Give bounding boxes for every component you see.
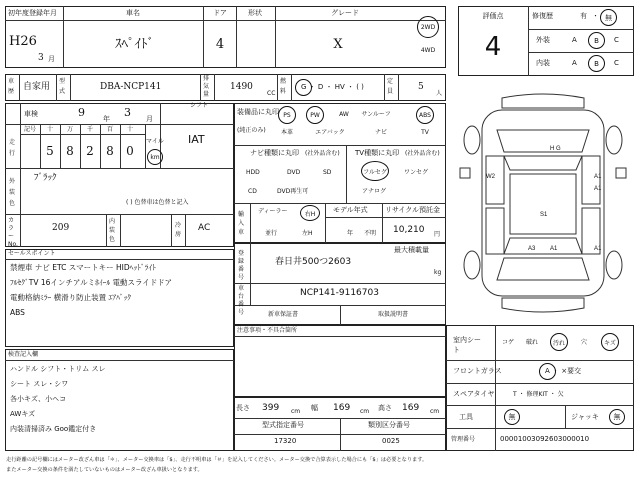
mileage-digit-label: 記号 xyxy=(23,126,37,133)
car-trunk xyxy=(497,258,589,280)
car-rear-glass xyxy=(504,238,582,254)
car-mirror-right xyxy=(616,168,626,178)
length-label: 長さ xyxy=(236,404,250,412)
repair-none: 無 xyxy=(605,13,612,22)
registration-label: 登録番号 xyxy=(238,250,245,281)
inspection-month-unit: 月 xyxy=(146,115,153,123)
inspector-line-3: 各小キズ、小ヘコ xyxy=(10,395,67,403)
tv-oneseg: ワンセグ xyxy=(404,169,429,176)
tv-fullseg: フルセグ xyxy=(363,168,387,176)
car-wheel-fr xyxy=(606,126,622,154)
jack-none: 無 xyxy=(613,413,621,421)
car-damage-diagram xyxy=(452,90,634,320)
height-unit: cm xyxy=(430,408,440,415)
equipment-option: ナビ xyxy=(374,129,388,136)
color-value: ﾌﾞﾗｯｸ xyxy=(34,173,57,183)
first-reg-month: 3 xyxy=(38,53,44,63)
car-wheel-rr xyxy=(606,251,622,279)
car-front-bumper xyxy=(502,94,584,108)
interior-grade-c: C xyxy=(614,59,619,67)
width-unit: cm xyxy=(360,408,370,415)
tools-none-circle xyxy=(504,409,520,425)
recycle-label: リサイクル預託金 xyxy=(385,206,441,214)
jack-label: ジャッキ xyxy=(571,413,599,421)
fuel-selected-circle xyxy=(295,79,312,96)
registration-value: 春日井500つ2603 xyxy=(275,257,352,267)
spare-label: スペアタイヤ xyxy=(453,390,495,398)
name-label: 車名 xyxy=(126,9,140,17)
interior-grade-b-circle xyxy=(588,55,605,72)
model-year-label: モデル年式 xyxy=(333,206,368,214)
max-load-label: 最大積載量 xyxy=(394,246,429,254)
left-hand: 左H xyxy=(302,230,313,237)
mileage-digit-label: 千 xyxy=(86,126,94,133)
car-left-front-door xyxy=(486,156,504,204)
recycle-unit: 円 xyxy=(434,231,441,238)
nav-dvd: DVD xyxy=(287,169,301,176)
inspector-line-5: 内装清掃済み Goo鑑定付き xyxy=(10,425,97,433)
sales-point-line-2: ﾌﾙｾｸﾞTV 16インチアルミﾎｲｰﾙ 電動スライドドア xyxy=(10,278,173,287)
recycle-value: 10,210 xyxy=(393,225,425,235)
score-label: 評価点 xyxy=(482,12,504,20)
damage-label-h: H xyxy=(550,146,555,152)
km-circle xyxy=(147,149,163,165)
drive-2wd-circle xyxy=(417,16,439,38)
inspection-year-unit: 年 xyxy=(103,115,110,123)
chassis-value: NCP141-9116703 xyxy=(300,288,379,298)
equipment-option: サンルーフ xyxy=(361,111,391,118)
exterior-label: 外装 xyxy=(536,36,550,44)
interior-opt-yogore-circle xyxy=(550,333,568,351)
first-reg-era-year: H26 xyxy=(9,34,37,49)
right-hand: 右H xyxy=(304,210,316,218)
sales-point-line-3: 電動格納ﾐﾗｰ 横滑り防止装置 ｴｱﾊﾞｯｸ xyxy=(10,293,132,302)
glass-options: A ・ ×要交 xyxy=(545,367,582,375)
mileage-digit: 8 xyxy=(66,144,74,158)
import-parallel: 並行 xyxy=(265,230,278,237)
interior-seat-label: 室内シート xyxy=(453,336,481,354)
damage-label-w2: W2 xyxy=(486,174,495,180)
inspection-month: 3 xyxy=(124,106,131,119)
max-load-unit: kg xyxy=(434,269,442,276)
width-value: 169 xyxy=(333,403,351,413)
nav-cd: CD xyxy=(248,188,257,195)
car-left-rear-door xyxy=(486,208,504,254)
interior-opt-kizu: キズ xyxy=(604,339,616,347)
interior-opt-koge: コゲ xyxy=(502,339,515,346)
equipment-option: AW xyxy=(339,111,349,118)
equipment-sub: (純正のみ) xyxy=(237,127,266,134)
class-label: 類別区分番号 xyxy=(368,421,410,429)
interior-grade-a: A xyxy=(572,59,577,67)
model-year-year: 年 xyxy=(347,230,354,237)
warranty-label: 新車保証書 xyxy=(268,311,299,318)
mileage-digit-label: 万 xyxy=(66,126,74,133)
type-cert-label: 型式指定番号 xyxy=(262,421,304,429)
score-value: 4 xyxy=(484,32,502,62)
shape-label: 形状 xyxy=(248,9,262,17)
inspection-label: 車検 xyxy=(24,110,38,118)
interior-opt-yogore: 汚れ xyxy=(552,339,565,347)
color-change-note: ( ) 色替車は色替と記入 xyxy=(126,199,189,206)
tools-label: 工具 xyxy=(459,413,473,421)
car-wheel-fl xyxy=(464,126,480,154)
exterior-grade-b: B xyxy=(594,36,599,45)
nav-hdd: HDD xyxy=(246,169,260,176)
jack-none-circle xyxy=(609,409,625,425)
usage-value: 自家用 xyxy=(23,82,51,92)
glass-a-circle xyxy=(539,363,556,380)
mileage-digit: 0 xyxy=(126,144,134,158)
model-label: 型式 xyxy=(59,78,66,95)
notes-label: 注意事項・不具合箇所 xyxy=(237,327,298,334)
interior-color-label: 内装色 xyxy=(109,218,116,243)
ac-value: AC xyxy=(198,223,211,233)
equipment-option-circled: PS xyxy=(278,106,296,124)
ac-label: 冷房 xyxy=(175,222,182,238)
car-roof xyxy=(510,174,576,234)
width-label: 幅 xyxy=(311,404,318,412)
color-no-value: 209 xyxy=(52,223,70,233)
footer-note-2: またメーター交換の条件を満たしていないものはメーター改ざん車扱いとなります。 xyxy=(6,467,203,473)
mileage-digit: 2 xyxy=(86,144,94,158)
color-label: 外装色 xyxy=(9,178,16,207)
nav-dvd-play: DVD再生可 xyxy=(277,188,309,195)
mileage-digit-label: 十 xyxy=(46,126,54,133)
car-hood xyxy=(497,130,589,152)
equipment-option-circled: PW xyxy=(306,106,324,124)
exterior-grade-a: A xyxy=(572,36,577,44)
damage-label-a1-3: A1 xyxy=(550,246,558,252)
chassis-label: 車台番号 xyxy=(238,285,245,316)
color-no-label: カラー No. xyxy=(8,217,18,248)
mgmt-number: 00001003092603000010 xyxy=(500,435,590,443)
damage-label-a1-1: A1 xyxy=(594,174,602,180)
capacity-value: 5 xyxy=(418,82,424,92)
usage-table xyxy=(5,74,446,101)
height-label: 高さ xyxy=(378,404,392,412)
mile-label: マイル xyxy=(146,138,164,145)
capacity-unit: 人 xyxy=(436,90,443,97)
model-year-unknown: 不明 xyxy=(364,230,377,237)
fuel-label: 燃料 xyxy=(280,78,287,95)
right-hand-circle xyxy=(300,205,320,221)
footer-note-1: 走行距離の記号欄にはメーター改ざん車は「＊」、メーター交換車は「$」、走行不明車は「＃」を記入してください。メーター交換で合算表示した場合にも「$」は必要となります。 xyxy=(6,457,428,463)
glass-label: フロントガラス xyxy=(453,367,502,375)
grade-label: グレード xyxy=(331,9,359,17)
mgmt-label: 管理番号 xyxy=(451,436,476,443)
first-reg-label: 初年度登録年月 xyxy=(8,9,57,17)
spare-options: T ・ 修理KIT ・ 欠 xyxy=(513,391,564,398)
mileage-digit-label: 十 xyxy=(126,126,134,133)
displacement-value: 1490 xyxy=(230,82,253,92)
class-value: 0025 xyxy=(382,437,400,445)
tools-none: 無 xyxy=(508,413,516,421)
inspector-line-4: AWキズ xyxy=(10,410,36,418)
inspector-line-2: シート スレ・シワ xyxy=(10,380,69,388)
car-wheel-rl xyxy=(464,251,480,279)
car-rear-bumper xyxy=(502,298,584,312)
interior-opt-ana: 穴 xyxy=(581,339,588,346)
equipment-label: 装備品に丸印 xyxy=(237,108,279,116)
damage-label-a1-2: A1 xyxy=(594,186,602,192)
manual-label: 取扱説明書 xyxy=(378,311,409,318)
car-windshield xyxy=(504,156,582,170)
car-mirror-left xyxy=(460,168,470,178)
car-name: ｽﾍﾟｲﾄﾞ xyxy=(115,37,154,52)
exterior-grade-b-circle xyxy=(588,32,605,49)
tv-fullseg-circle xyxy=(361,161,389,181)
vehicle-label: 車歴 xyxy=(8,78,15,95)
first-reg-month-suffix: 月 xyxy=(48,55,55,63)
inspector-notes-label: 検査記入欄 xyxy=(8,351,39,358)
grade-value: X xyxy=(333,37,343,52)
shift-label: シフト xyxy=(190,102,209,109)
equipment-option-circled: ABS xyxy=(416,106,434,124)
tv-type-label: TV種類に丸印 xyxy=(355,149,400,157)
sales-point-line-1: 禁煙車 ナビ ETC スマートキー HIDﾍｯﾄﾞﾗｲﾄ xyxy=(10,263,156,272)
car-right-front-door xyxy=(582,156,600,204)
repair-label: 修復歴 xyxy=(532,12,553,20)
mileage-digit-label: 百 xyxy=(106,126,114,133)
damage-label-s1: S1 xyxy=(540,212,548,218)
displacement-label: 排気量 xyxy=(203,75,210,98)
repair-yes: 有 xyxy=(580,12,587,20)
mileage-digit: 8 xyxy=(106,144,114,158)
repair-sep: ・ xyxy=(592,12,599,20)
mileage-label: 走行 xyxy=(9,139,16,157)
damage-label-a3: A3 xyxy=(528,246,536,252)
interior-label: 内装 xyxy=(536,59,550,67)
exterior-grade-c: C xyxy=(614,36,619,44)
interior-grade-b: B xyxy=(594,59,599,68)
repair-none-circle xyxy=(600,9,617,26)
import-dealer: ディーラー xyxy=(258,208,288,215)
damage-label-g: G xyxy=(556,146,561,152)
tv-type-sub: (社外品含む) xyxy=(405,150,440,157)
drive-4wd: 4WD xyxy=(420,47,436,54)
doors-value: 4 xyxy=(215,37,225,52)
nav-type-label: ナビ種類に丸印 xyxy=(250,149,299,157)
mileage-digit: 5 xyxy=(46,144,54,158)
km-label: km xyxy=(150,153,160,161)
damage-label-a1-4: A1 xyxy=(594,246,602,252)
sales-points-label: セールスポイント xyxy=(8,250,56,257)
drive-2wd: 2WD xyxy=(420,23,436,31)
cc-label: CC xyxy=(267,90,276,97)
height-value: 169 xyxy=(402,403,420,413)
shift-value: IAT xyxy=(188,133,205,146)
nav-sd: SD xyxy=(323,169,332,176)
model-value: DBA-NCP141 xyxy=(100,82,162,92)
equipment-option: エアバック xyxy=(315,129,345,136)
inspector-line-1: ハンドル シフト・トリム スレ xyxy=(10,365,106,373)
length-unit: cm xyxy=(291,408,301,415)
inspection-year: 9 xyxy=(78,106,85,119)
interior-opt-yabure: 破れ xyxy=(526,339,539,346)
nav-type-sub: (社外品含む) xyxy=(305,150,340,157)
length-value: 399 xyxy=(262,403,280,413)
interior-opt-kizu-circle xyxy=(601,333,619,351)
capacity-label: 定員 xyxy=(387,78,394,95)
tv-analog: アナログ xyxy=(362,188,387,195)
sales-point-line-4: ABS xyxy=(10,308,25,317)
equipment-option: 本革 xyxy=(280,129,294,136)
fuel-options: G ・ D ・ HV ・ ( ) xyxy=(301,83,364,91)
type-cert-value: 17320 xyxy=(274,437,297,445)
equipment-option: TV xyxy=(421,129,429,136)
import-label: 輸入車 xyxy=(238,211,245,236)
doors-label: ドア xyxy=(213,9,227,17)
